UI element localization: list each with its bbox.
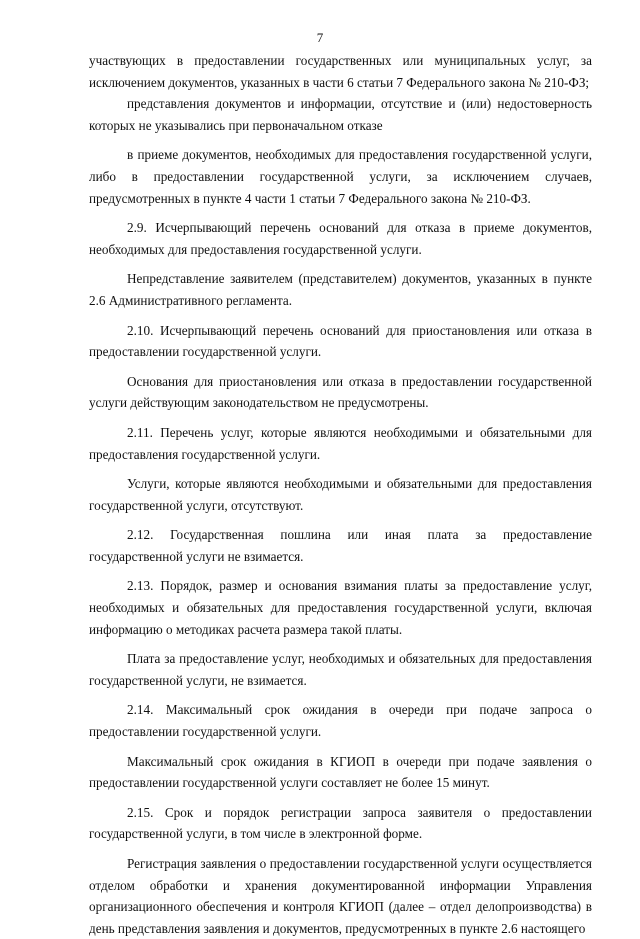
paragraph: Услуги, которые являются необходимыми и обязательными для предоставления государственной услуги, отсутствуют. (89, 476, 592, 513)
paragraph: Регистрация заявления о предоставлении государственной услуги осуществляется отделом обработки и хранения документированной информации Управления организационного обеспечения и контроля КГИОП (далее – отдел делопроизводства) в день представления заявления и документов, предусмотренных в пункте 2.6 настоящего (89, 856, 592, 936)
section-heading-2-12: 2.12. Государственная пошлина или иная плата за предоставление государственной услуги не взимается. (89, 527, 592, 564)
section-heading-2-9: 2.9. Исчерпывающий перечень оснований для отказа в приеме документов, необходимых для предоставления государственной услуги. (89, 220, 592, 257)
section-heading-2-13: 2.13. Порядок, размер и основания взимания платы за предоставление услуг, необходимых и обязательных для предоставления государственной услуги, включая информацию о методиках расчета размера такой платы. (89, 578, 592, 637)
section-heading-2-14: 2.14. Максимальный срок ожидания в очереди при подаче запроса о предоставлении государственной услуги. (89, 702, 592, 740)
paragraph: Максимальный срок ожидания в КГИОП в очереди при подаче заявления о предоставлении государственной услуги составляет не более 15 минут. (89, 753, 592, 791)
paragraph: в приеме документов, необходимых для предоставления государственной услуги, либо в предоставлении государственной услуги, за исключением случаев, предусмотренных в пункте 4 части 1 статьи 7 Федерального закона № 210-ФЗ. (89, 147, 592, 206)
paragraph: представления документов и информации, отсутствие и (или) недостоверность которых не указывались при первоначальном отказе (89, 96, 592, 133)
paragraph: Плата за предоставление услуг, необходимых и обязательных для предоставления государственной услуги, не взимается. (89, 651, 592, 688)
paragraph: Основания для приостановления или отказа в предоставлении государственной услуги действующим законодательством не предусмотрены. (89, 373, 592, 411)
section-heading-2-15: 2.15. Срок и порядок регистрации запроса заявителя о предоставлении государственной услуги, в том числе в электронной форме. (89, 804, 592, 842)
page-number: 7 (316, 30, 324, 45)
document-body (89, 50, 592, 939)
paragraph-continuation: участвующих в предоставлении государственных или муниципальных услуг, за исключением документов, указанных в части 6 статьи 7 Федерального закона № 210-ФЗ; (89, 53, 592, 90)
paragraph: Непредставление заявителем (представителем) документов, указанных в пункте 2.6 Административного регламента. (89, 271, 592, 308)
section-heading-2-10: 2.10. Исчерпывающий перечень оснований для приостановления или отказа в предоставлении государственной услуги. (89, 322, 592, 360)
section-heading-2-11: 2.11. Перечень услуг, которые являются необходимыми и обязательными для предоставления государственной услуги. (89, 424, 592, 462)
